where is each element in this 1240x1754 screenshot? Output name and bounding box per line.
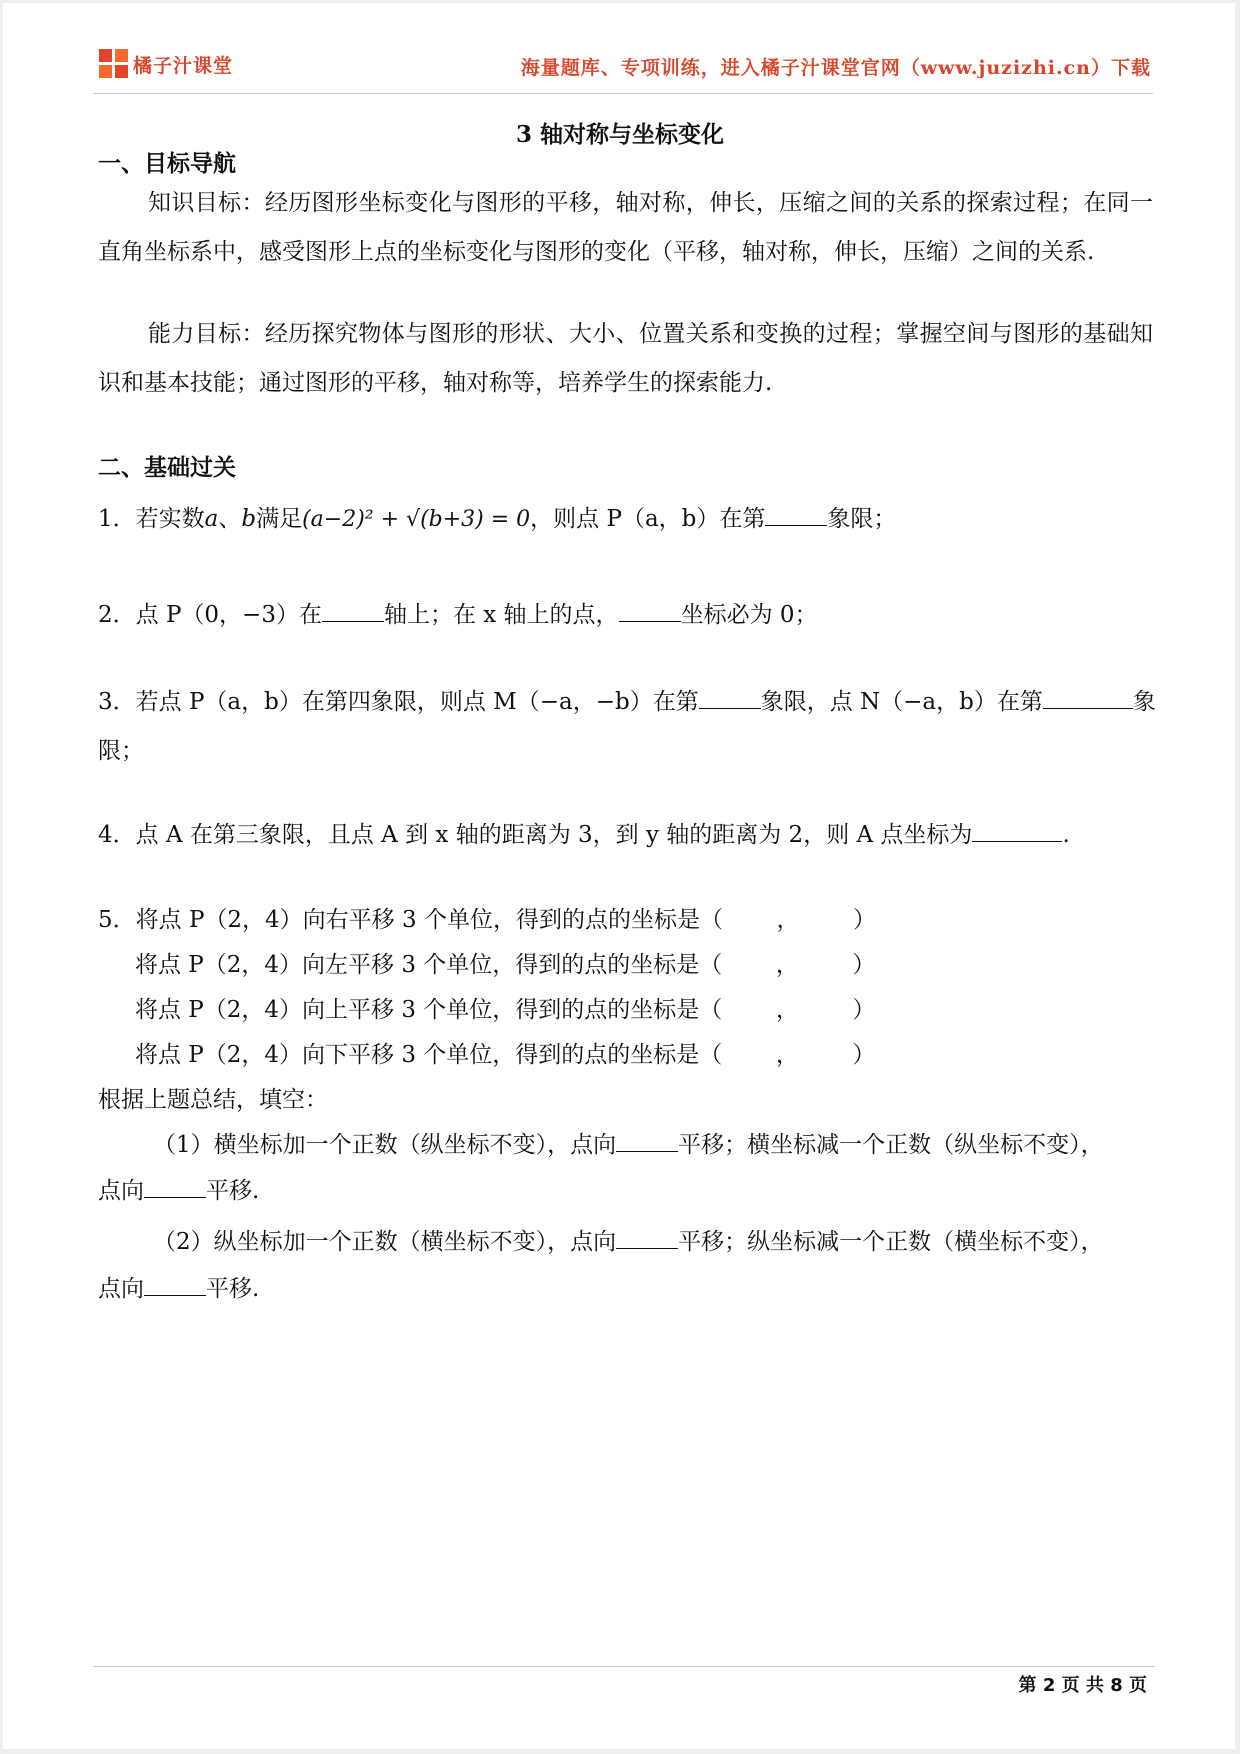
page-number [1019, 1671, 1147, 1697]
q5-summary-1-cont [98, 1172, 259, 1205]
brand-logo-icon [99, 49, 129, 79]
s1-text-b: 平移；横坐标减一个正数（纵坐标不变）， [678, 1132, 1104, 1158]
q5-line-3-blank[interactable]: ， [775, 997, 799, 1023]
footer-total-pages: 8 [1110, 1675, 1123, 1696]
q5-line-2-blank[interactable]: ， [775, 952, 799, 978]
q1-text-a: 若实数 [135, 506, 205, 532]
q5-line-1-blank[interactable]: ， [776, 907, 800, 933]
q4-text-a: 4．点 A 在第三象限，且点 A 到 x 轴的距离为 3，到 y 轴的距离为 2，则 A 点坐标为 [98, 822, 973, 848]
question-3-cont: 限； [98, 738, 144, 764]
footer-prefix: 第 [1018, 1675, 1037, 1696]
q5-line-4-text: 将点 P（2，4）向下平移 3 个单位，得到的点的坐标是（ [135, 1042, 723, 1068]
page-header [93, 45, 1153, 94]
q2-answer-blank-2[interactable] [619, 601, 681, 622]
q2-answer-blank-1[interactable] [322, 601, 384, 622]
q5-summary-2 [153, 1223, 1104, 1256]
s2-answer-blank-2[interactable] [144, 1275, 206, 1296]
s2-text-c: 点向 [98, 1276, 144, 1302]
q1-var-b: b [241, 506, 257, 532]
q1-formula: (a−2)² + √(b+3) = 0 [302, 507, 531, 532]
q5-line-4-blank[interactable]: ， [775, 1042, 799, 1068]
q3-text-b: 象限，点 N（−a，b）在第 [760, 689, 1043, 715]
question-5-line-1 [98, 901, 876, 934]
question-4 [98, 816, 1070, 849]
s1-text-a: （1）横坐标加一个正数（纵坐标不变），点向 [153, 1132, 617, 1158]
q3-answer-blank-1[interactable] [699, 688, 761, 709]
knowledge-goal-paragraph: 知识目标：经历图形坐标变化与图形的平移，轴对称，伸长，压缩之间的关系的探索过程；在同一直角坐标系中，感受图形上点的坐标变化与图形的变化（平移，轴对称，伸长，压缩）之间的关系. [98, 190, 1153, 265]
s2-text-d: 平移. [206, 1276, 260, 1302]
q5-line-4-close: ） [852, 1042, 876, 1068]
q5-summary-1 [153, 1126, 1104, 1159]
q1-text-d: 象限； [827, 506, 897, 532]
footer-current-page: 2 [1042, 1675, 1056, 1696]
question-1 [98, 500, 896, 533]
q2-text-b: 轴上；在 x 轴上的点， [383, 602, 619, 628]
s2-answer-blank-1[interactable] [616, 1228, 678, 1249]
s1-text-d: 平移. [206, 1178, 260, 1204]
q3-text-c: 象 [1132, 689, 1156, 715]
q5-line-3-text: 将点 P（2，4）向上平移 3 个单位，得到的点的坐标是（ [135, 997, 723, 1023]
q3-text-a: 3．若点 P（a，b）在第四象限，则点 M（−a，−b）在第 [98, 689, 699, 715]
page-title: 3 轴对称与坐标变化 [515, 121, 724, 148]
q1-answer-blank[interactable] [765, 505, 827, 526]
q5-line-1-text: 5．将点 P（2，4）向右平移 3 个单位，得到的点的坐标是（ [98, 907, 723, 933]
q5-line-2-close: ） [852, 952, 876, 978]
q4-text-b: . [1062, 822, 1070, 848]
ability-goal-paragraph: 能力目标：经历探究物体与图形的形状、大小、位置关系和变换的过程；掌握空间与图形的基础知识和基本技能；通过图形的平移，轴对称等，培养学生的探索能力. [98, 321, 1153, 396]
document-page [3, 3, 1235, 1749]
s2-text-a: （2）纵坐标加一个正数（横坐标不变），点向 [153, 1229, 617, 1255]
q1-text-c: ，则点 P（a，b）在第 [530, 506, 766, 532]
question-2 [98, 596, 818, 629]
q5-summary-prompt: 根据上题总结，填空： [98, 1087, 328, 1113]
q2-text-a: 2．点 P（0，−3）在 [98, 602, 322, 628]
q1-var-a: a [204, 506, 219, 532]
s2-text-b: 平移；纵坐标减一个正数（横坐标不变）， [678, 1229, 1104, 1255]
q2-text-c: 坐标必为 0； [680, 602, 818, 628]
brand-name: 橘子汁课堂 [133, 55, 234, 77]
footer-mid: 页 共 [1061, 1675, 1104, 1696]
section-heading-basics: 二、基础过关 [98, 454, 236, 481]
question-5-line-2 [135, 946, 875, 979]
s1-answer-blank-2[interactable] [144, 1177, 206, 1198]
q1-text-b: 满足 [256, 506, 303, 532]
question-5-line-4 [135, 1036, 875, 1069]
q4-answer-blank[interactable] [972, 821, 1062, 842]
footer-divider [93, 1666, 1155, 1667]
footer-suffix: 页 [1129, 1675, 1147, 1696]
header-slogan: 海量题库、专项训练，进入橘子汁课堂官网（www.juzizhi.cn）下载 [520, 57, 1151, 79]
q1-sep: 、 [218, 506, 242, 532]
q5-line-2-text: 将点 P（2，4）向左平移 3 个单位，得到的点的坐标是（ [135, 952, 723, 978]
section-heading-goals: 一、目标导航 [98, 150, 236, 177]
s1-answer-blank-1[interactable] [616, 1131, 678, 1152]
question-3 [98, 683, 1156, 716]
q5-summary-2-cont [98, 1270, 259, 1303]
q5-line-3-close: ） [852, 997, 876, 1023]
q5-line-1-close: ） [852, 907, 876, 933]
s1-text-c: 点向 [98, 1178, 144, 1204]
q3-answer-blank-2[interactable] [1043, 688, 1133, 709]
question-5-line-3 [135, 991, 875, 1024]
q1-number: 1． [98, 506, 136, 532]
